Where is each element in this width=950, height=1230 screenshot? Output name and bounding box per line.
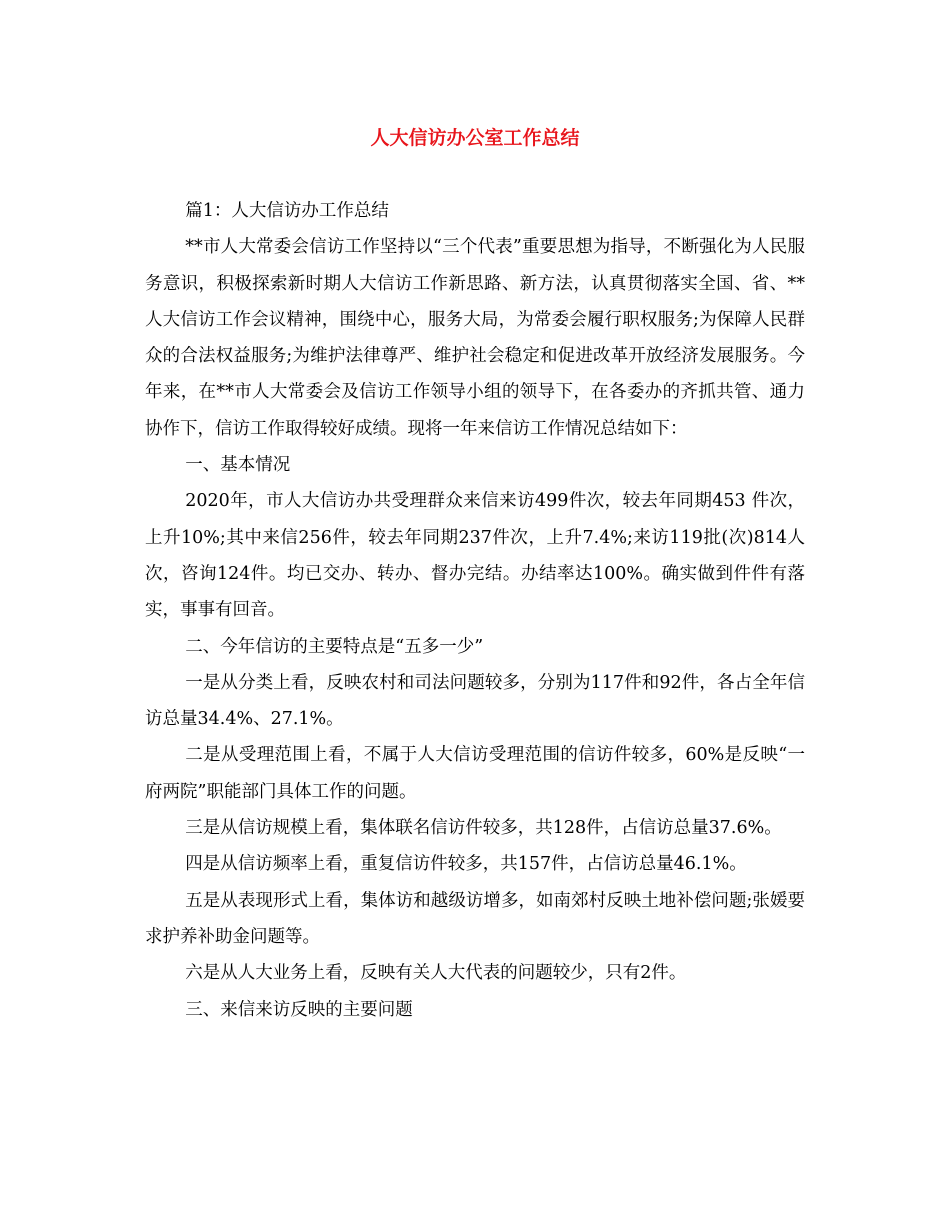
section-heading-main-issues: 三、来信来访反映的主要问题: [185, 999, 413, 1020]
paragraph-feature-3: 三是从信访规模上看，集体联名信访件较多，共128件，占信访总量37.6%。: [185, 818, 782, 839]
paragraph-feature-6: 六是从人大业务上看，反映有关人大代表的问题较少，只有2件。: [185, 963, 687, 984]
document-title: 人大信访办公室工作总结: [370, 127, 580, 149]
paragraph-intro: **市人大常委会信访工作坚持以“三个代表”重要思想为指导，不断强化为人民服务意识，积极探索新时期人大信访工作新思路、新方法，认真贯彻落实全国、省、**人大信访工作会议精神，围绕中心，服务大局，为常委会履行职权服务;为保障人民群众的合法权益服务;为维护法律尊严、维护社会稳定和促进改革开放经济发展服务。今年来，在**市人大常委会及信访工作领导小组的领导下，在各委办的齐抓共管、通力协作下，信访工作取得较好成绩。现将一年来信访工作情况总结如下：: [145, 237, 805, 439]
paragraph-feature-2: 二是从受理范围上看，不属于人大信访受理范围的信访件较多，60%是反映“一府两院”职能部门具体工作的问题。: [145, 745, 805, 802]
section-heading-basic-situation: 一、基本情况: [185, 455, 291, 476]
paragraph-feature-5: 五是从表现形式上看，集体访和越级访增多，如南郊村反映土地补偿问题;张媛要求护养补助金问题等。: [145, 890, 805, 947]
paragraph-feature-4: 四是从信访频率上看，重复信访件较多，共157件，占信访总量46.1%。: [185, 854, 747, 875]
section-heading-article-1: 篇1：人大信访办工作总结: [185, 201, 389, 221]
document-body: [145, 193, 805, 1028]
paragraph-feature-1: 一是从分类上看，反映农村和司法问题较多，分别为117件和92件，各占全年信访总量34.4%、27.1%。: [145, 672, 805, 730]
paragraph-statistics: 2020年，市人大信访办共受理群众来信来访499件次，较去年同期453 件次，上升10%;其中来信256件，较去年同期237件次，上升7.4%;来访119批(次)814人次，咨询124件。均已交办、转办、督办完结。办结率达100%。确实做到件件有落实，事事有回音。: [145, 491, 805, 621]
section-heading-main-features: 二、今年信访的主要特点是“五多一少”: [185, 636, 484, 657]
